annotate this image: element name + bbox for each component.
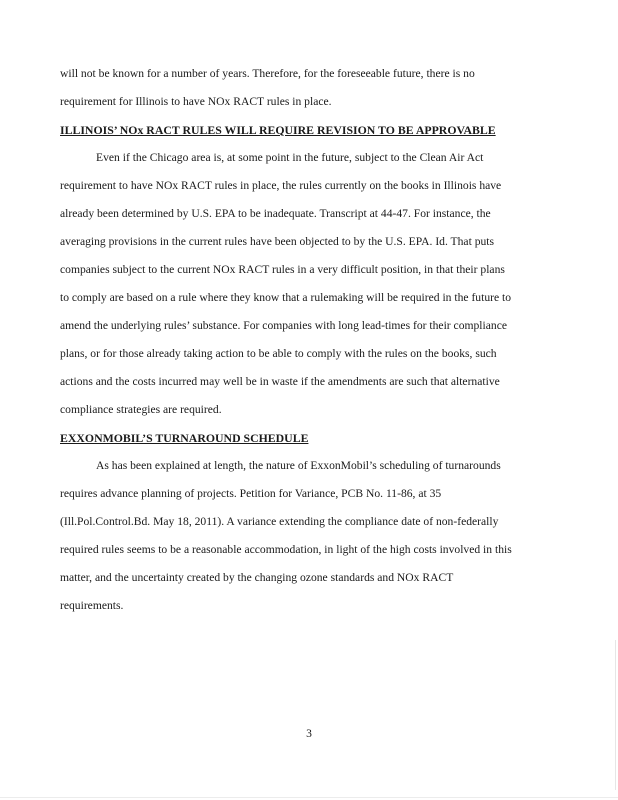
body-line: required rules seems to be a reasonable accommodation, in light of the high costs involved in this [60,543,512,556]
body-line: requirements. [60,599,124,612]
body-line: plans, or for those already taking action to be able to comply with the rules on the books, such [60,347,497,360]
body-line: (Ill.Pol.Control.Bd. May 18, 2011). A variance extending the compliance date of non-federally [60,515,499,528]
paragraph-first-line: As has been explained at length, the nature of ExxonMobil’s scheduling of turnarounds [96,459,501,472]
scan-edge-right [615,640,616,790]
body-line: to comply are based on a rule where they know that a rulemaking will be required in the future to [60,291,512,304]
paragraph-first-line: Even if the Chicago area is, at some point in the future, subject to the Clean Air Act [96,151,484,164]
scan-edge-bottom [0,797,618,798]
body-line: will not be known for a number of years. Therefore, for the foreseeable future, there is no [60,67,475,80]
section-heading-nox-ract: ILLINOIS’ NOx RACT RULES WILL REQUIRE REVISION TO BE APPROVABLE [60,123,496,137]
body-line: actions and the costs incurred may well be in waste if the amendments are such that alternative [60,375,500,388]
body-line: companies subject to the current NOx RACT rules in a very difficult position, in that their plans [60,263,505,276]
body-line: amend the underlying rules’ substance. For companies with long lead-times for their compliance [60,319,507,332]
body-line: averaging provisions in the current rules have been objected to by the U.S. EPA. Id. That puts [60,235,495,248]
body-line: already been determined by U.S. EPA to be inadequate. Transcript at 44-47. For instance, the [60,207,491,220]
body-line: compliance strategies are required. [60,403,222,416]
body-line: requirement for Illinois to have NOx RACT rules in place. [60,95,332,108]
body-line: matter, and the uncertainty created by the changing ozone standards and NOx RACT [60,571,454,584]
page-number: 3 [306,727,312,740]
section-heading-turnaround: EXXONMOBIL’S TURNAROUND SCHEDULE [60,431,309,445]
body-line: requires advance planning of projects. Petition for Variance, PCB No. 11-86, at 35 [60,487,442,500]
body-line: requirement to have NOx RACT rules in place, the rules currently on the books in Illinois have [60,179,502,192]
